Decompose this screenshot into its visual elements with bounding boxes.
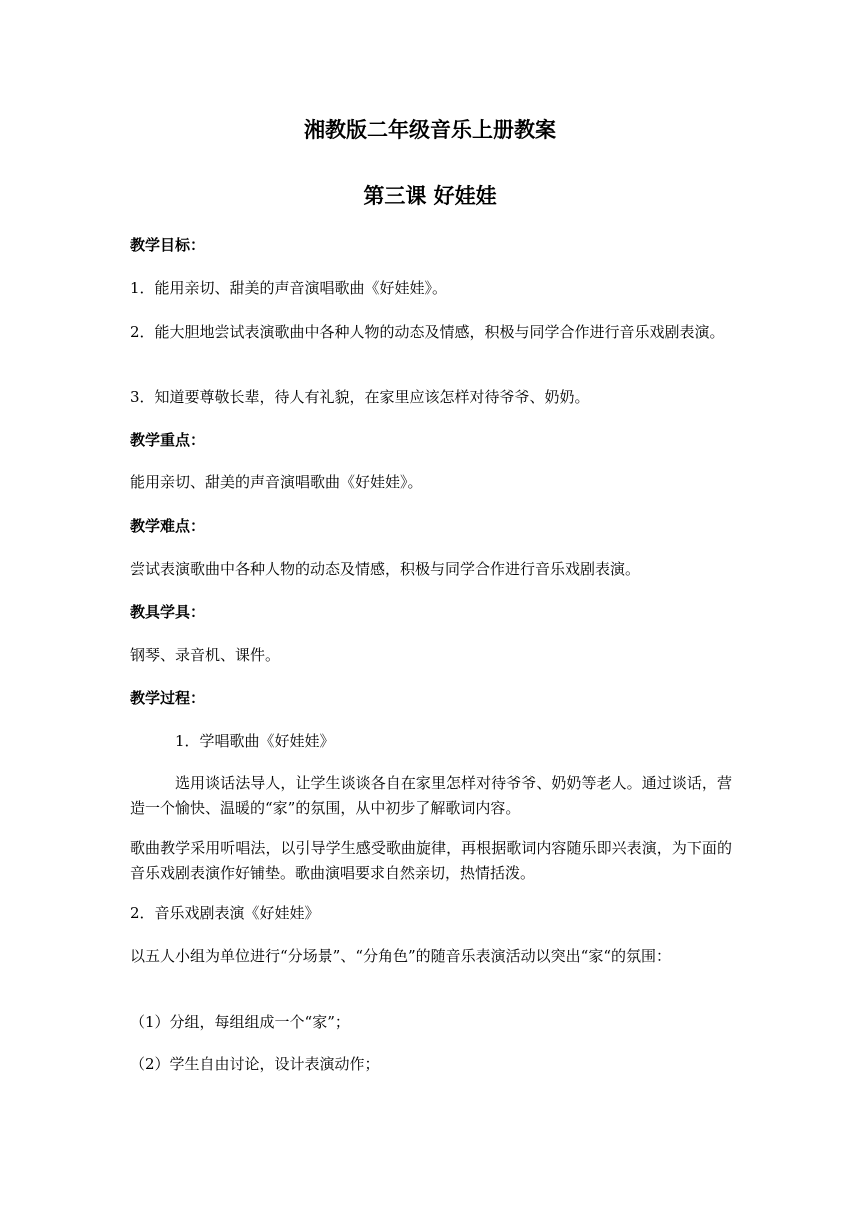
lesson-title: 第三课 好娃娃 (363, 184, 497, 208)
document-title: 湘教版二年级音乐上册教案 (304, 118, 556, 142)
goal-3: 3．知道要尊敬长辈，待人有礼貌，在家里应该怎样对待爷爷、奶奶。 (130, 388, 590, 406)
tools-text: 钢琴、录音机、课件。 (130, 646, 281, 664)
process-heading: 教学过程： (130, 689, 206, 707)
step-1-paragraph-1: 选用谈话法导人，让学生谈谈各自在家里怎样对待爷爷、奶奶等老人。通过谈话，营造一个愉快、温暖的“家”的氛围，从中初步了解歌词内容。 (130, 774, 732, 817)
difficulty-heading: 教学难点： (130, 517, 206, 535)
tools-heading: 教具学具： (130, 603, 206, 621)
step-2-intro: 以五人小组为单位进行“分场景”、“分角色”的随音乐表演活动以突出“家“的氛围： (130, 947, 672, 965)
step-2-item-1: （1）分组，每组组成一个“家”； (130, 1013, 350, 1031)
goals-heading: 教学目标： (130, 236, 206, 254)
step-1-title: 1．学唱歌曲《好娃娃》 (175, 732, 335, 750)
goal-1: 1．能用亲切、甜美的声音演唱歌曲《好娃娃》。 (130, 279, 448, 297)
difficulty-text: 尝试表演歌曲中各种人物的动态及情感，积极与同学合作进行音乐戏剧表演。 (130, 560, 641, 578)
step-2-item-2: （2）学生自由讨论，设计表演动作； (130, 1055, 380, 1073)
key-points-text: 能用亲切、甜美的声音演唱歌曲《好娃娃》。 (130, 473, 423, 491)
key-points-heading: 教学重点： (130, 431, 206, 449)
step-2-title: 2．音乐戏剧表演《好娃娃》 (130, 904, 320, 922)
step-1-paragraph-2: 歌曲教学采用听唱法，以引导学生感受歌曲旋律，再根据歌词内容随乐即兴表演，为下面的音乐戏剧表演作好铺垫。歌曲演唱要求自然亲切，热情括泼。 (130, 839, 732, 882)
goal-2: 2．能大胆地尝试表演歌曲中各种人物的动态及情感，积极与同学合作进行音乐戏剧表演。 (130, 323, 725, 341)
